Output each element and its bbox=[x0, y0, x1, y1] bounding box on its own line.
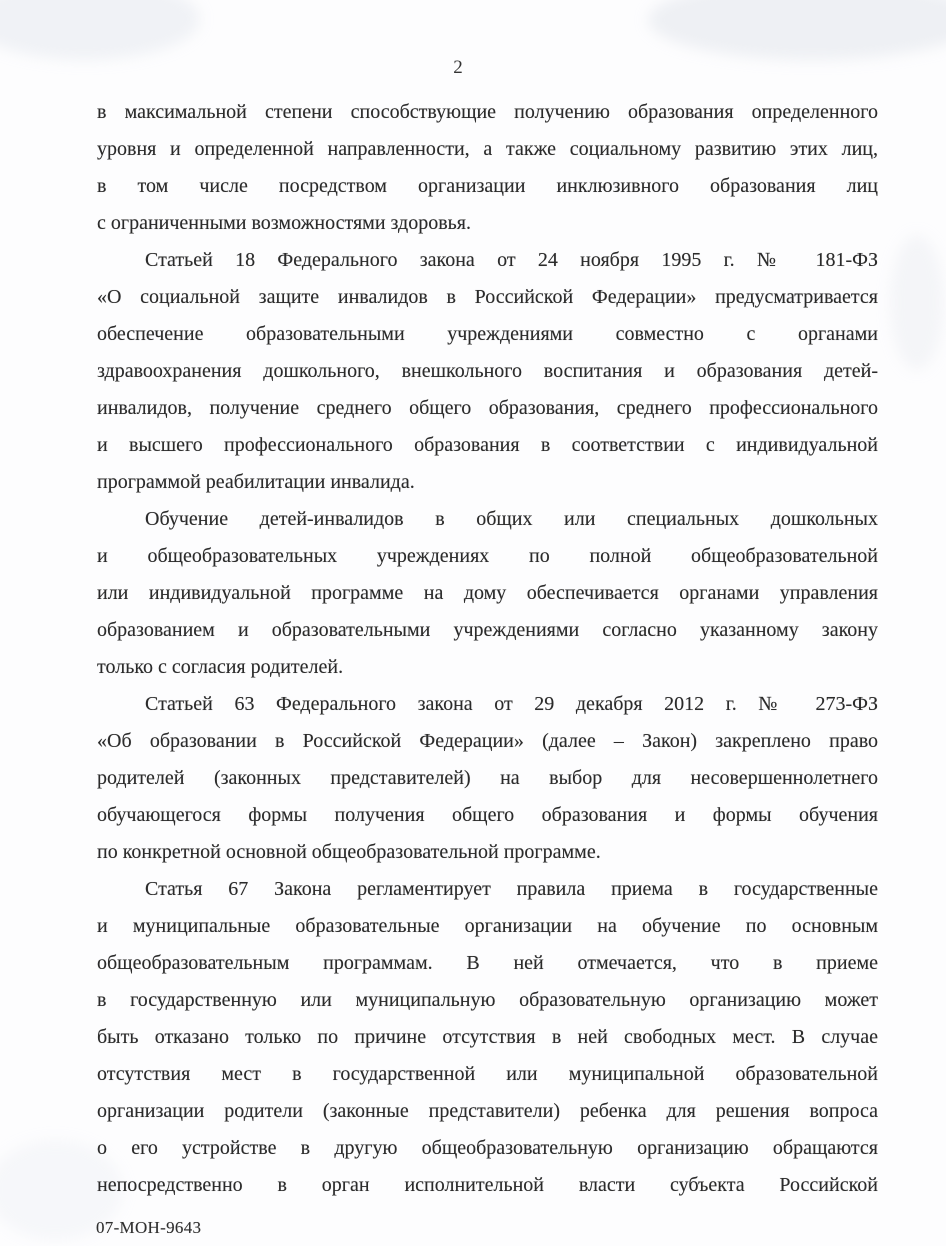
text-line: общеобразовательным программам. В ней отмечается, что в приеме bbox=[97, 952, 878, 974]
text-line: Статья 67 Закона регламентирует правила приема в государственные bbox=[145, 878, 878, 900]
text-line: по конкретной основной общеобразовательной программе. bbox=[97, 841, 601, 863]
text-line: в максимальной степени способствующие получению образования определенного bbox=[97, 101, 878, 123]
scan-smudge bbox=[0, 0, 200, 60]
scan-smudge bbox=[890, 235, 944, 370]
text-line: Обучение детей-инвалидов в общих или специальных дошкольных bbox=[145, 508, 878, 530]
text-line: организации родители (законные представители) ребенка для решения вопроса bbox=[97, 1100, 878, 1122]
text-line: с ограниченными возможностями здоровья. bbox=[97, 212, 471, 234]
text-line: быть отказано только по причине отсутствия в ней свободных мест. В случае bbox=[97, 1026, 878, 1048]
text-line: в государственную или муниципальную образовательную организацию может bbox=[97, 989, 878, 1011]
text-line: инвалидов, получение среднего общего образования, среднего профессионального bbox=[97, 397, 878, 419]
text-line: Статьей 63 Федерального закона от 29 декабря 2012 г. № 273-ФЗ bbox=[145, 693, 878, 715]
text-line: родителей (законных представителей) на выбор для несовершеннолетнего bbox=[97, 767, 878, 789]
footer-code: 07-МОН-9643 bbox=[96, 1218, 202, 1237]
paragraph bbox=[97, 501, 878, 686]
text-line: уровня и определенной направленности, а также социальному развитию этих лиц, bbox=[97, 138, 878, 160]
text-line: и общеобразовательных учреждениях по полной общеобразовательной bbox=[97, 545, 878, 567]
text-line: Статьей 18 Федерального закона от 24 ноября 1995 г. № 181-ФЗ bbox=[145, 249, 878, 271]
text-line: обучающегося формы получения общего образования и формы обучения bbox=[97, 804, 878, 826]
paragraph bbox=[97, 94, 878, 242]
text-line: о его устройстве в другую общеобразовательную организацию обращаются bbox=[97, 1137, 878, 1159]
text-line: здравоохранения дошкольного, внешкольного воспитания и образования детей- bbox=[97, 360, 878, 382]
text-line: образованием и образовательными учреждениями согласно указанному закону bbox=[97, 619, 878, 641]
text-line: отсутствия мест в государственной или муниципальной образовательной bbox=[97, 1063, 878, 1085]
text-line: непосредственно в орган исполнительной власти субъекта Российской bbox=[97, 1174, 878, 1196]
paragraph bbox=[97, 686, 878, 871]
body-text bbox=[97, 94, 878, 1204]
text-line: только с согласия родителей. bbox=[97, 656, 344, 678]
text-line: программой реабилитации инвалида. bbox=[97, 471, 415, 493]
text-line: и муниципальные образовательные организации на обучение по основным bbox=[97, 915, 878, 937]
paragraph bbox=[97, 871, 878, 1204]
text-line: или индивидуальной программе на дому обеспечивается органами управления bbox=[97, 582, 878, 604]
text-line: обеспечение образовательными учреждениями совместно с органами bbox=[97, 323, 878, 345]
text-line: «О социальной защите инвалидов в Российской Федерации» предусматривается bbox=[97, 286, 878, 308]
text-line: в том числе посредством организации инклюзивного образования лиц bbox=[97, 175, 878, 197]
text-line: «Об образовании в Российской Федерации» (далее – Закон) закреплено право bbox=[97, 730, 878, 752]
text-line: и высшего профессионального образования в соответствии с индивидуальной bbox=[97, 434, 878, 456]
paragraph bbox=[97, 242, 878, 501]
scan-smudge bbox=[648, 0, 946, 60]
page-number: 2 bbox=[453, 57, 463, 78]
